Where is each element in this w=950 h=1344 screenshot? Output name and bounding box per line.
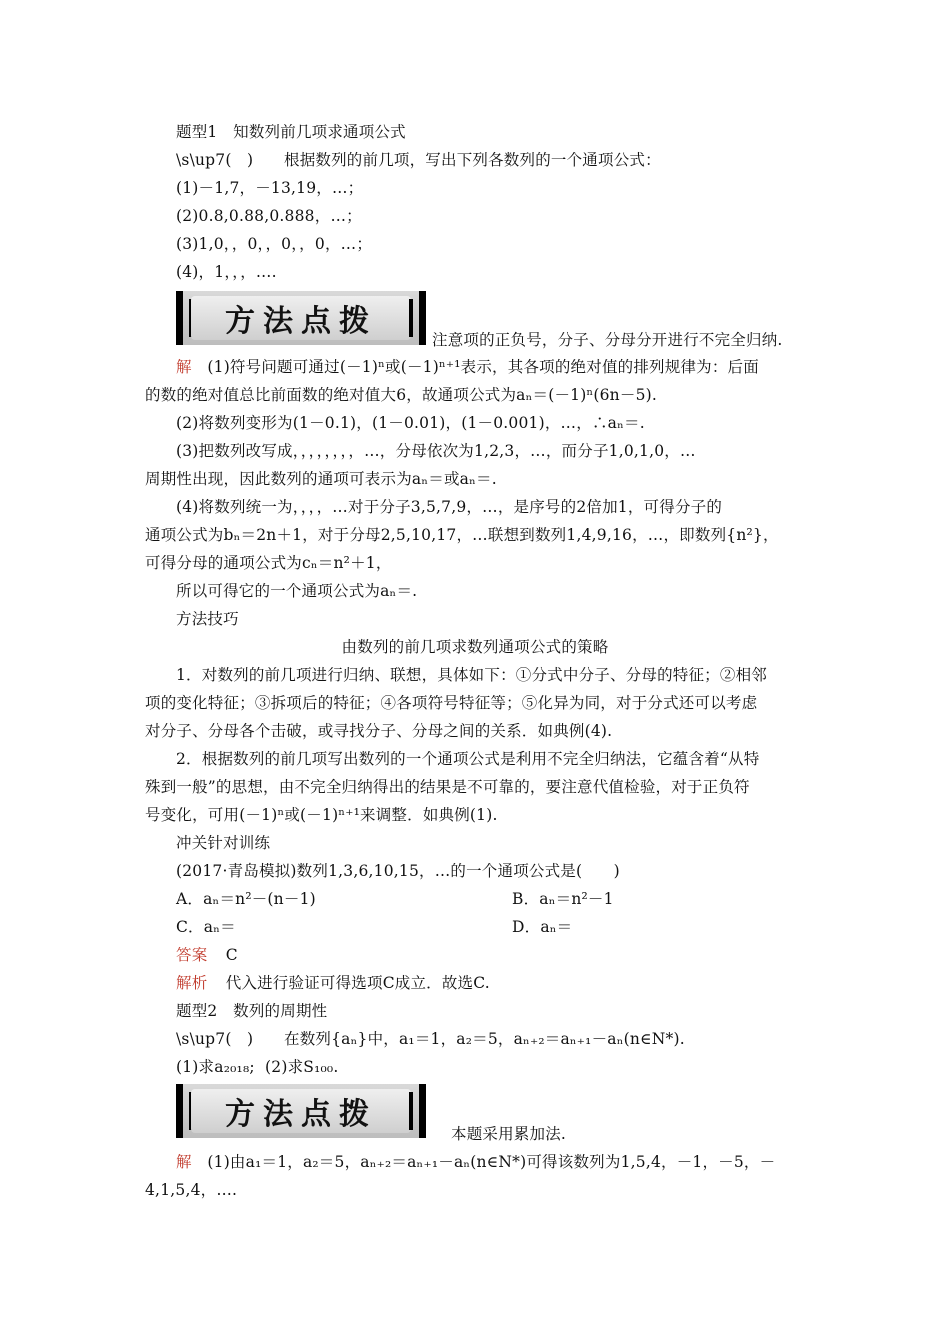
solution-line-5: 周期性出现，因此数列的通项可表示为aₙ＝或aₙ＝. <box>145 470 497 488</box>
sequence-item-2: (2)0.8,0.88,0.888，…； <box>176 207 362 225</box>
technique-line-3: 对分子、分母各个击破，或寻找分子、分母之间的关系．如典例(4). <box>145 722 613 740</box>
solution-line-1: (1)符号问题可通过(－1)ⁿ或(－1)ⁿ⁺¹表示，其各项的绝对值的排列规律为：后面 <box>192 358 759 376</box>
badge-inner <box>191 1089 411 1133</box>
solution-label: 解 <box>176 358 192 376</box>
sequence-item-1: (1)－1,7，－13,19，…； <box>176 179 364 197</box>
method-tip-text-2: 本题采用累加法. <box>451 1125 567 1143</box>
method-tip-text: 注意项的正负号，分子、分母分开进行不完全归纳. <box>432 331 783 349</box>
badge-inner <box>191 296 411 340</box>
solution-line-8: 可得分母的通项公式为cₙ＝n²＋1， <box>145 554 392 572</box>
option-d: D．aₙ＝ <box>512 918 573 936</box>
option-c: C．aₙ＝ <box>176 918 236 936</box>
solution2-line-1: (1)由a₁＝1，a₂＝5，aₙ₊₂＝aₙ₊₁－aₙ(n∈N*)可得该数列为1,5,4，－1，－5，－ <box>192 1153 776 1171</box>
practice-question: (2017·青岛模拟)数列1,3,6,10,15，…的一个通项公式是( ) <box>176 862 620 880</box>
technique-line-6: 号变化，可用(－1)ⁿ或(－1)ⁿ⁺¹来调整．如典例(1). <box>145 806 498 824</box>
solution-line-7: 通项公式为bₙ＝2n＋1，对于分母2,5,10,17，…联想到数列1,4,9,16，…，即数列{n²}， <box>145 526 779 544</box>
solution2-line-2: 4,1,5,4，…. <box>145 1181 238 1199</box>
option-a: A．aₙ＝n²－(n－1) <box>176 890 316 908</box>
technique-line-4: 2．根据数列的前几项写出数列的一个通项公式是利用不完全归纳法，它蕴含着“从特 <box>176 750 760 768</box>
technique-line-2: 项的变化特征；③拆项后的特征；④各项符号特征等；⑤化异为同，对于分式还可以考虑 <box>145 694 758 712</box>
badge-label: 方法点拨 <box>225 1097 377 1132</box>
answer-value: C <box>210 946 238 964</box>
solution-line-4: (3)把数列改写成，，，，，，，，…，分母依次为1,2,3，…，而分子1,0,1,0，… <box>176 442 696 460</box>
badge-label: 方法点拨 <box>225 304 377 339</box>
technique-heading: 方法技巧 <box>176 610 239 628</box>
example-prompt: \s\up7( ) 根据数列的前几项，写出下列各数列的一个通项公式： <box>176 151 661 169</box>
example-questions-2: (1)求a₂₀₁₈; (2)求S₁₀₀. <box>176 1058 339 1076</box>
method-tip-badge-2 <box>176 1084 426 1138</box>
method-tip-badge <box>176 291 426 345</box>
example-prompt-2: \s\up7( ) 在数列{aₙ}中，a₁＝1，a₂＝5，aₙ₊₂＝aₙ₊₁－aₙ(n∈N*). <box>176 1030 685 1048</box>
section-title-type1: 题型1 知数列前几项求通项公式 <box>176 123 406 141</box>
practice-heading: 冲关针对训练 <box>176 834 271 852</box>
solution-line-9: 所以可得它的一个通项公式为aₙ＝. <box>176 582 418 600</box>
answer-label: 答案 <box>176 946 208 964</box>
analysis-text: 代入进行验证可得选项C成立．故选C. <box>210 974 490 992</box>
technique-line-5: 殊到一般”的思想，由不完全归纳得出的结果是不可靠的，要注意代值检验，对于正负符 <box>145 778 750 796</box>
option-b: B．aₙ＝n²－1 <box>512 890 614 908</box>
badge-right-bar <box>409 299 413 337</box>
sequence-item-4: (4)，1，，，…. <box>176 263 277 281</box>
sequence-item-3: (3)1,0，，0，，0，，0，…； <box>176 235 373 253</box>
solution-label-2: 解 <box>176 1153 192 1171</box>
solution-line-3: (2)将数列变形为(1－0.1)，(1－0.01)，(1－0.001)，…，∴aₙ＝. <box>176 414 645 432</box>
analysis-label: 解析 <box>176 974 208 992</box>
technique-line-1: 1．对数列的前几项进行归纳、联想，具体如下：①分式中分子、分母的特征；②相邻 <box>176 666 767 684</box>
technique-title: 由数列的前几项求数列通项公式的策略 <box>341 638 609 656</box>
badge-right-bar <box>409 1092 413 1130</box>
section-title-type2: 题型2 数列的周期性 <box>176 1002 328 1020</box>
solution-line-2: 的数的绝对值总比前面数的绝对值大6，故通项公式为aₙ＝(－1)ⁿ(6n－5). <box>145 386 657 404</box>
solution-line-6: (4)将数列统一为，，，，…对于分子3,5,7,9，…，是序号的2倍加1，可得分子的 <box>176 498 723 516</box>
